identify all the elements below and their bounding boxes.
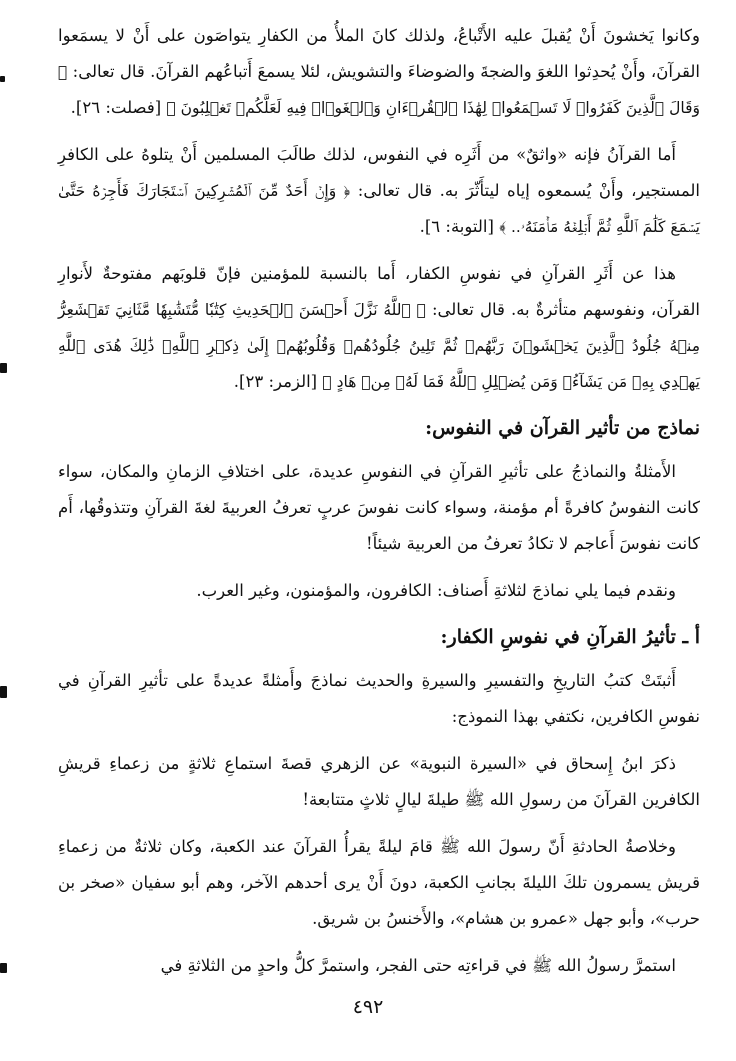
- paragraph-text: هذا عن أَثَرِ القرآنِ في نفوسِ الكفار، أَما بالنسبة للمؤمنين فإنّ قلوبَهم مفتوحةٌ لأَنوارِ القرآن، ونفوسهم متأثرةٌ به. قال تعالى:: [58, 264, 701, 319]
- paragraph-believers: [58, 256, 700, 400]
- paragraph-text: أَما القرآنُ فإنه «واثقٌ» من أَثَرِه في النفوس، لذلك طالَبَ المسلمين أَنْ يتلوهُ على الكافرِ المستجير، وأَنْ يُسمعوه إياه ليتأَثّرَ به. قال تعالى:: [58, 145, 700, 200]
- margin-mark: [0, 686, 7, 698]
- paragraph-examples: الأَمثلةُ والنماذجُ على تأثيرِ القرآنِ في النفوسِ عديدة، على اختلافِ الزمانِ والمكان، سواء كانت النفوسُ كافرةً أم مؤمنة، وسواء كانت نفوسَ عربٍ تعرفُ العربيةَ لغةَ القرآنِ وتتذوقُها، أَم كانت نفوسَ أَعاجم لا تكادُ تعرفُ من العربية شيئاً!: [58, 462, 700, 553]
- page-body: [58, 18, 700, 995]
- paragraph-intro: [58, 18, 700, 126]
- verse-reference: [الزمر: ٢٣].: [233, 372, 323, 391]
- paragraph-quran-trust: [58, 137, 700, 245]
- paragraph-text: وكانوا يَخشونَ أَنْ يُقبلَ عليه الأَتْباعُ، ولذلك كانَ الملأُ من الكفارِ يتواصَون على أَنْ لا يسمَعوا القرآنَ، وأَنْ يُحدِثوا اللغوَ والضجةَ والضوضاءَ والتشويش، لئلا يسمعَ أَتباعُهم القرآنَ. قال تعالى:: [58, 26, 700, 81]
- margin-mark: [0, 963, 7, 973]
- margin-mark: [0, 76, 5, 82]
- page-number: ٤٩٢: [352, 996, 384, 1018]
- paragraph-sources: أَثبتَتْ كتبُ التاريخِ والتفسيرِ والسيرةِ والحديث نماذجَ وأَمثلةً عديدةً على تأثيرِ القرآنِ في نفوسِ الكافرين، نكتفي بهذا النموذج:: [58, 671, 700, 726]
- section-heading: نماذج من تأثير القرآن في النفوس:: [425, 417, 700, 439]
- verse-reference: [فصلت: ٢٦].: [70, 98, 167, 117]
- quran-verse: ﴿ ٱللَّهُ نَزَّلَ أَحۡسَنَ ٱلۡحَدِيثِ كِتَٰبٗا مُّتَشَٰبِهٗا مَّثَانِيَ تَقۡشَعِرُّ مِنۡهُ جُلُودُ ٱلَّذِينَ يَخۡشَوۡنَ رَبَّهُمۡ ثُمَّ تَلِينُ جُلُودُهُمۡ وَقُلُوبُهُمۡ إِلَىٰ ذِكۡرِ ٱللَّهِۚ ذَٰلِكَ هُدَى ٱللَّهِ يَهۡدِي بِهِۦ مَن يَشَآءُۚ وَمَن يُضۡلِلِ ٱللَّهُ فَمَا لَهُۥ مِنۡ هَادٍ ﴾: [58, 301, 700, 391]
- paragraph-categories: ونقدم فيما يلي نماذجَ لثلاثةِ أَصناف: الكافرون، والمؤمنون، وغير العرب.: [196, 581, 676, 600]
- verse-reference: [التوبة: ٦].: [419, 217, 500, 236]
- margin-mark: [0, 363, 7, 373]
- quran-verse: ﴿ وَإِنۡ أَحَدٌ مِّنَ ٱلۡمُشۡرِكِينَ ٱسۡتَجَارَكَ فَأَجِرۡهُ حَتَّىٰ يَسۡمَعَ كَلَٰمَ ٱللَّهِ ثُمَّ أَبۡلِغۡهُ مَأۡمَنَهُۥ.. ﴾: [58, 182, 700, 236]
- paragraph-summary: وخلاصةُ الحادثةِ أَنّ رسولَ الله ﷺ قامَ ليلةً يقرأُ القرآنَ عند الكعبة، وكان ثلاثةٌ من زعماءِ قريش يسمرون تلكَ الليلةَ بجانبِ الكعبة، دونَ أَنْ يرى أحدهم الآخر، وهم أبو سفيان «صخر بن حرب»، وأبو جهل «عمرو بن هشام»، والأَخنسُ بن شريق.: [58, 837, 700, 928]
- paragraph-ibn-ishaq: ذكرَ ابنُ إِسحاق في «السيرة النبوية» عن الزهري قصةَ استماعِ ثلاثةٍ من زعماءِ قريشِ الكافرين القرآنَ من رسولِ الله ﷺ طيلةَ ليالٍ ثلاثٍ متتابعة!: [58, 754, 700, 809]
- subsection-heading: أ ـ تأثيرُ القرآنِ في نفوسِ الكفار:: [440, 626, 700, 648]
- paragraph-continuation: استمرَّ رسولُ الله ﷺ في قراءتِه حتى الفجر، واستمرَّ كلُّ واحدٍ من الثلاثةِ في: [160, 956, 676, 975]
- quran-verse: ﴿ وَقَالَ ٱلَّذِينَ كَفَرُوا۟ لَا تَسۡمَعُوا۟ لِهَٰذَا ٱلۡقُرۡءَانِ وَٱلۡغَوۡا۟ فِيهِ لَعَلَّكُمۡ تَغۡلِبُونَ ﴾: [58, 63, 700, 117]
